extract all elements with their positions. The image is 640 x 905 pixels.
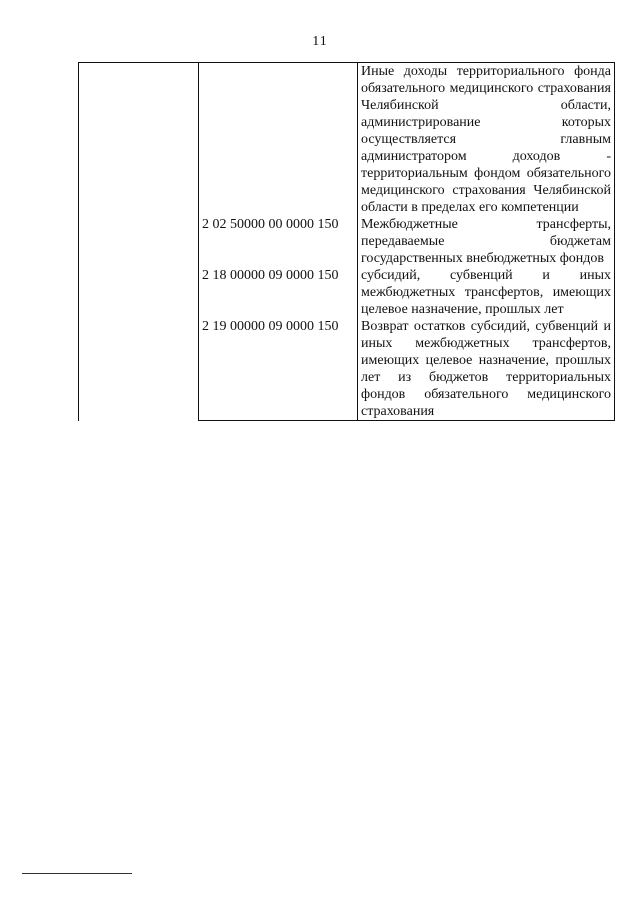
revenue-name-cell: Межбюджетные трансферты, передаваемые бюджетам государственных внебюджетных фондов bbox=[358, 216, 615, 267]
page-number: 11 bbox=[312, 34, 328, 49]
revenue-name-cell: Иные доходы территориального фонда обязательного медицинского страхования Челябинской области, администрирование которых осуществляется главным администратором доходов - территориальным фондом обязательного медицинского страхования Челябинской области в пределах его компетенции bbox=[358, 63, 615, 217]
revenue-name-cell: субсидий, субвенций и иных межбюджетных трансфертов, имеющих целевое назначение, прошлых лет bbox=[358, 267, 615, 318]
table-row bbox=[79, 63, 615, 217]
footnote-separator-line bbox=[22, 873, 132, 874]
revenue-name-cell: Возврат остатков субсидий, субвенций и иных межбюджетных трансфертов, имеющих целевое назначение, прошлых лет из бюджетов территориальных фондов обязательного медицинского страхования bbox=[358, 318, 615, 421]
revenue-classification-table bbox=[78, 62, 615, 421]
budget-code-cell: 2 19 00000 09 0000 150 bbox=[199, 318, 358, 421]
budget-code-cell: 2 18 00000 09 0000 150 bbox=[199, 267, 358, 318]
empty-first-column bbox=[79, 63, 199, 421]
budget-code-cell bbox=[199, 63, 358, 217]
budget-code-cell: 2 02 50000 00 0000 150 bbox=[199, 216, 358, 267]
